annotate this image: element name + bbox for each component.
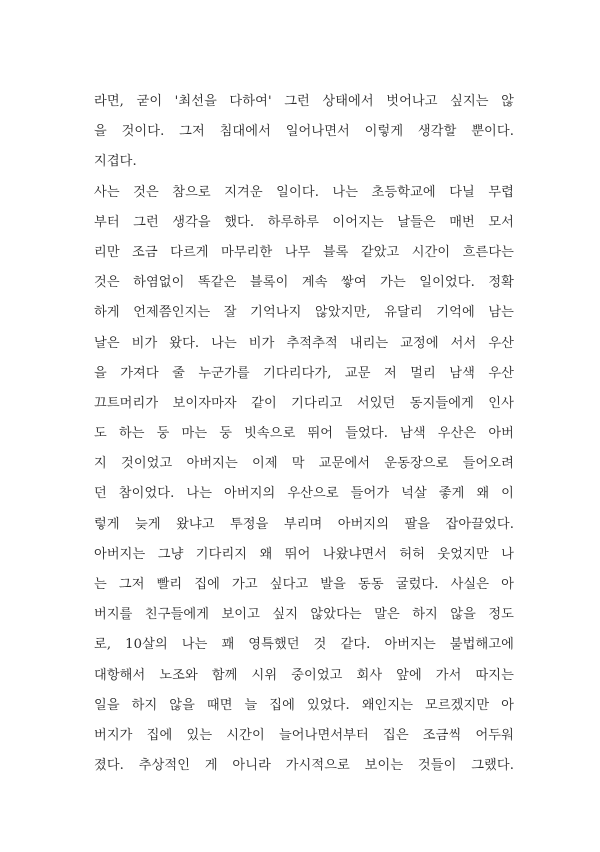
text-line: 을 가져다 줄 누군가를 기다리다가, 교문 저 멀리 남색 우산: [94, 365, 514, 381]
text-line: 버지를 친구들에게 보이고 싶지 않았다는 말은 하지 않을 정도: [94, 607, 514, 623]
text-line: 라면, 굳이 '최선을 다하여' 그런 상태에서 벗어나고 싶지는 않: [94, 94, 514, 109]
text-line: 하게 언제쯤인지는 잘 기억나지 않았지만, 유달리 기억에 남는: [94, 305, 514, 321]
text-line: 것은 하염없이 똑같은 블록이 계속 쌓여 가는 일이었다. 정확: [94, 275, 514, 291]
text-line: 사는 것은 참으로 지겨운 일이다. 나는 초등학교에 다닐 무렵: [94, 184, 514, 200]
body-text: [94, 87, 514, 781]
text-line: 끄트머리가 보이자마자 같이 기다리고 서있던 동지들에게 인사: [94, 395, 514, 411]
text-line: 지 것이었고 아버지는 이제 막 교문에서 운동장으로 들어오려: [94, 456, 514, 472]
text-line: 부터 그런 생각을 했다. 하루하루 이어지는 날들은 매번 모서: [94, 214, 514, 230]
text-line: 을 것이다. 그저 침대에서 일어나면서 이렇게 생각할 뿐이다.: [94, 124, 514, 140]
text-line: 대항해서 노조와 함께 시위 중이었고 회사 앞에 가서 따지는: [94, 667, 514, 683]
text-line: 는 그저 빨리 집에 가고 싶다고 발을 동동 굴렀다. 사실은 아: [94, 577, 514, 592]
text-line: 아버지는 그냥 기다리지 왜 뛰어 나왔냐면서 허허 웃었지만 나: [94, 546, 514, 562]
text-line: 도 하는 둥 마는 둥 빗속으로 뛰어 들었다. 남색 우산은 아버: [94, 426, 514, 442]
text-line: 일을 하지 않을 때면 늘 집에 있었다. 왜인지는 모르겠지만 아: [94, 697, 514, 713]
text-line: 지겹다.: [94, 154, 137, 170]
text-line: 졌다. 추상적인 게 아니라 가시적으로 보이는 것들이 그랬다.: [94, 758, 514, 774]
text-line: 던 참이었다. 나는 아버지의 우산으로 들어가 넉살 좋게 왜 이: [94, 486, 514, 502]
text-line: 날은 비가 왔다. 나는 비가 추적추적 내리는 교정에 서서 우산: [94, 335, 514, 351]
text-line: 렇게 늦게 왔냐고 투정을 부리며 아버지의 팔을 잡아끌었다.: [94, 516, 514, 532]
text-line: 리만 조금 다르게 마무리한 나무 블록 같았고 시간이 흐른다는: [94, 244, 514, 260]
text-line: 로, 10살의 나는 꽤 영특했던 것 같다. 아버지는 불법해고에: [94, 637, 514, 653]
text-line: 버지가 집에 있는 시간이 늘어나면서부터 집은 조금씩 어두워: [94, 727, 514, 743]
